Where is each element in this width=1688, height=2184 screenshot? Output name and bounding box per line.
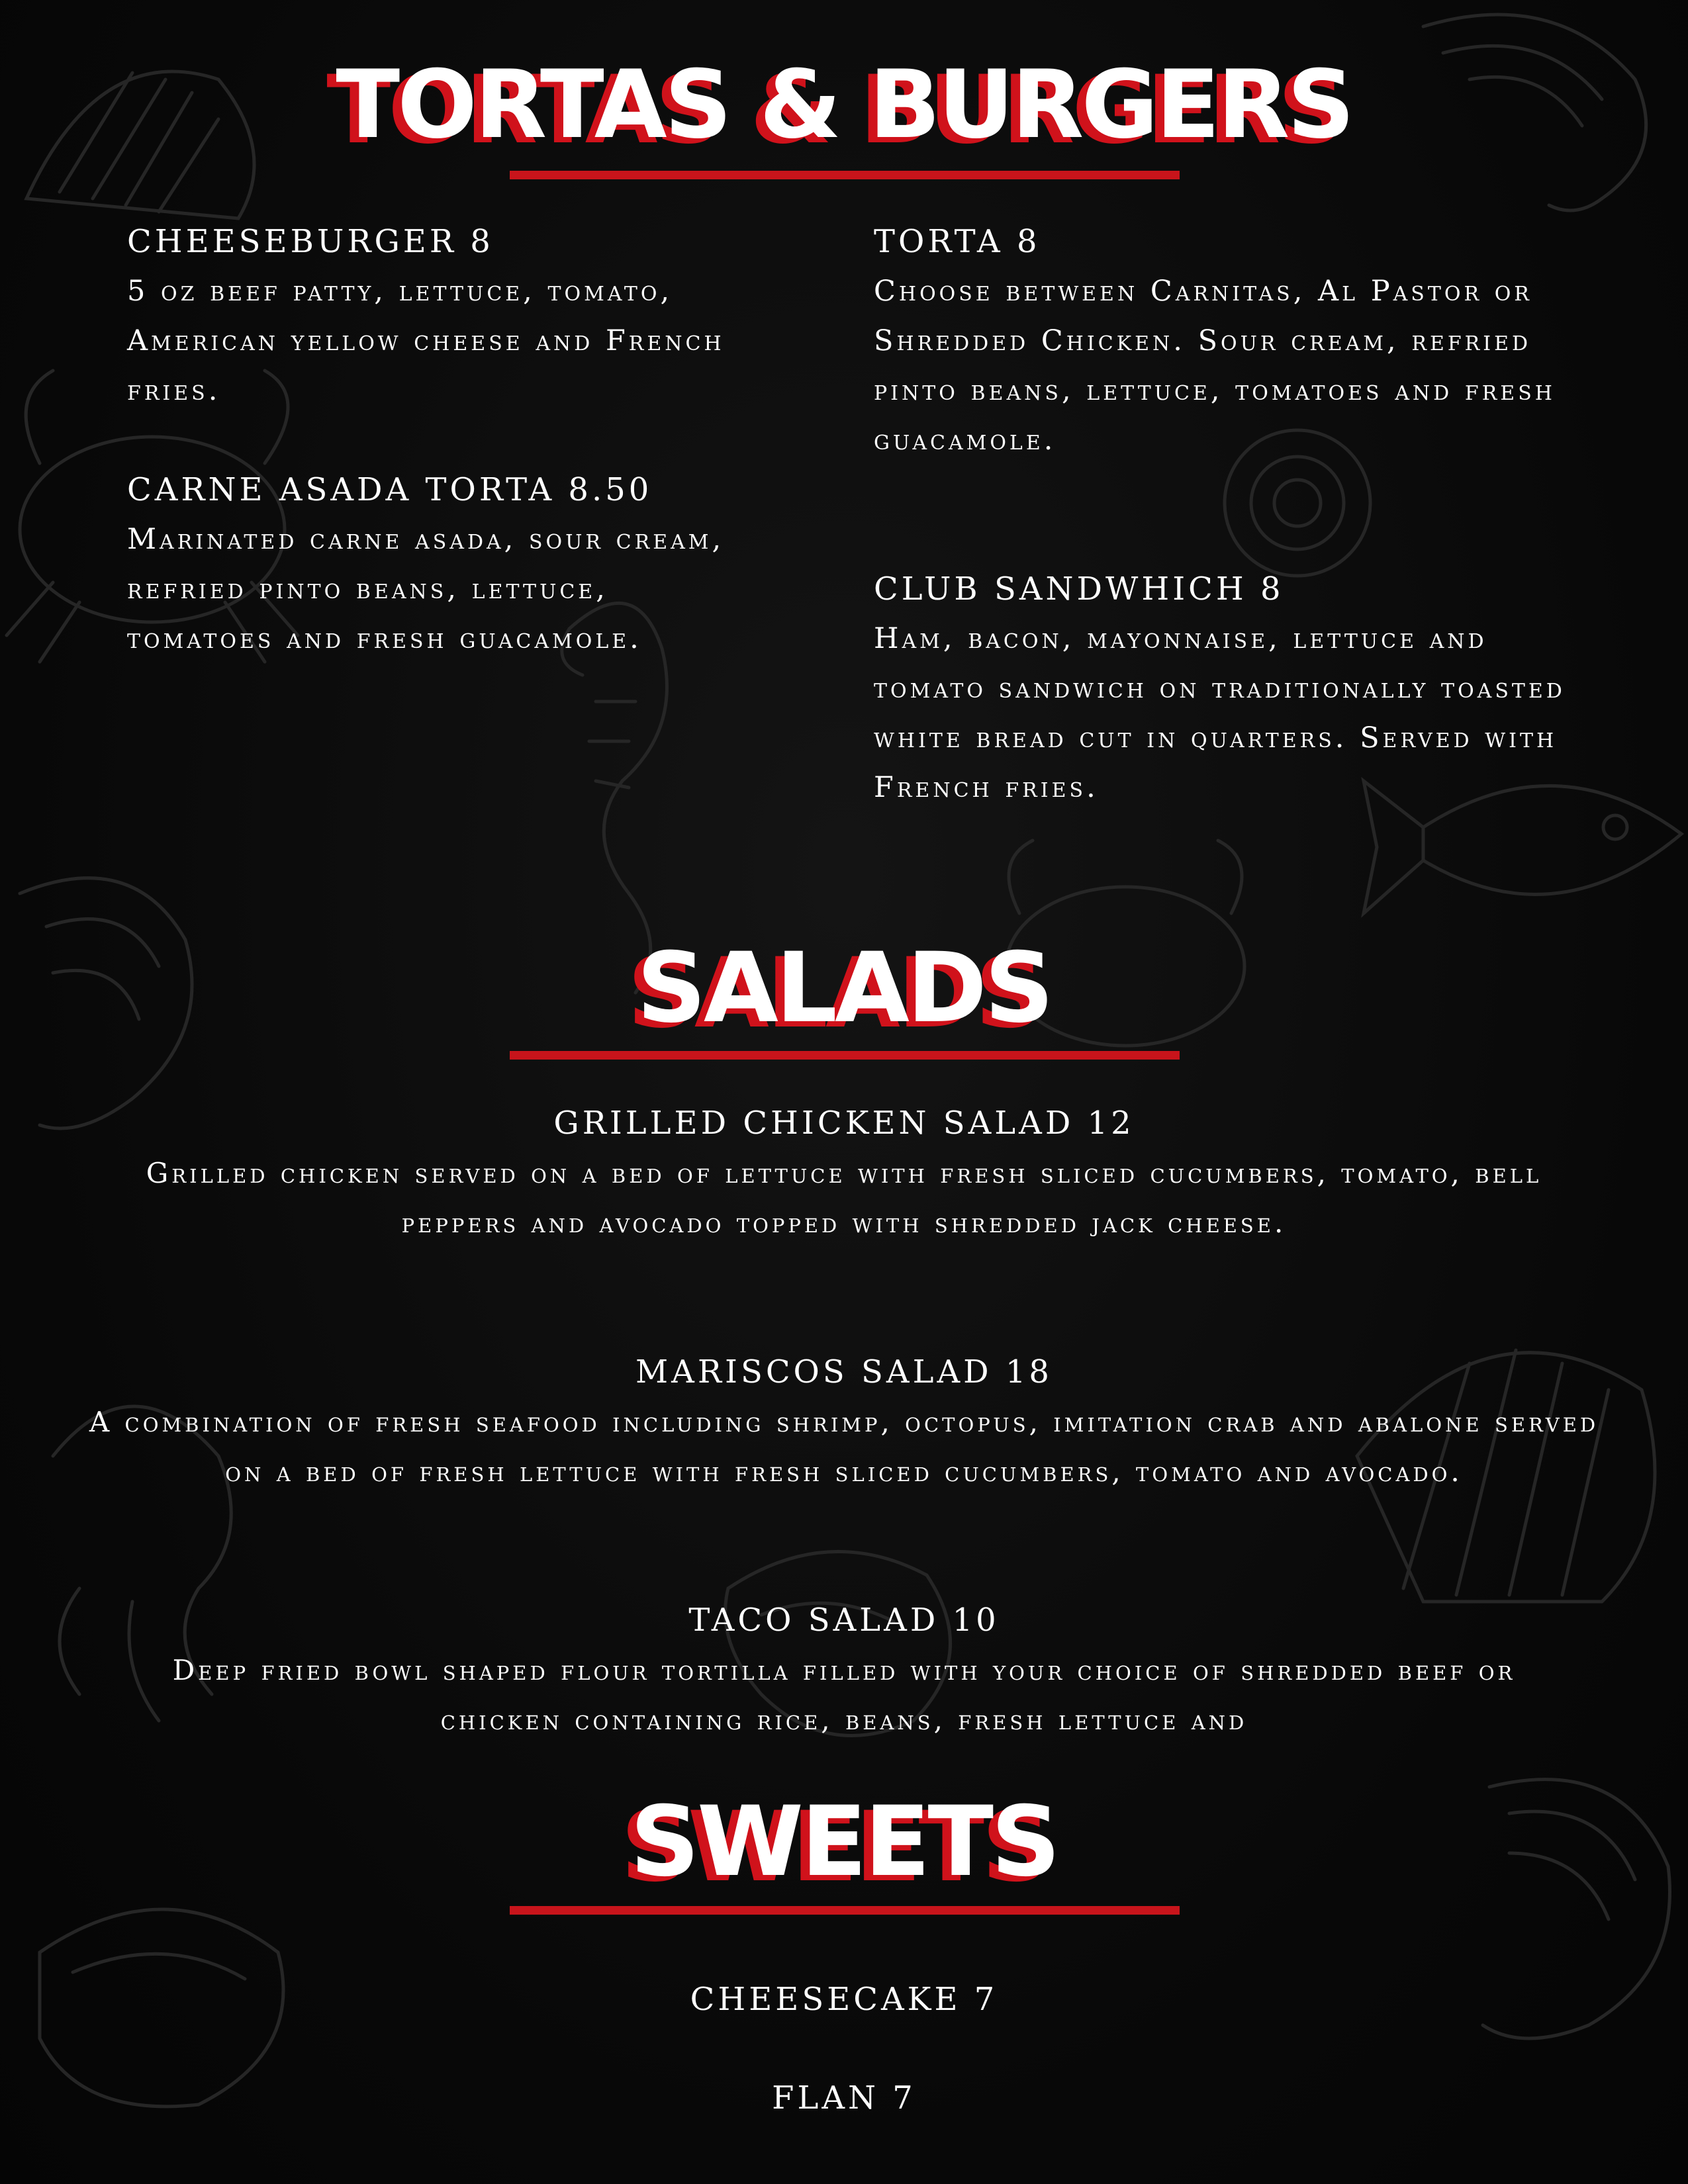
item-name: MARISCOS SALAD 18	[635, 1353, 1053, 1390]
menu-item-flan	[66, 2073, 1622, 2123]
item-name: FLAN 7	[772, 2079, 916, 2116]
menu-item-carne-asada-torta	[127, 465, 842, 664]
item-description: A combination of fresh seafood including shrimp, octopus, imitation crab and abalone served on a bed of fresh lettuce with fresh sliced cucumbers, tomato and avocado.	[89, 1406, 1599, 1488]
item-description: 5 oz beef patty, lettuce, tomato, American yellow cheese and French fries.	[127, 275, 725, 407]
section-title-tortas-burgers: TORTAS & BURGERS	[336, 50, 1352, 159]
item-name: GRILLED CHICKEN SALAD 12	[553, 1105, 1135, 1142]
item-name: CHEESEBURGER 8	[127, 223, 494, 260]
item-name: TORTA 8	[874, 223, 1041, 260]
item-description: Marinated carne asada, sour cream, refried pinto beans, lettuce, tomatoes and fresh guacamole.	[127, 523, 725, 655]
menu-item-torta	[874, 217, 1589, 465]
menu-item-taco-salad	[66, 1596, 1622, 1745]
item-name: TACO SALAD 10	[688, 1602, 1000, 1639]
item-name: CLUB SANDWHICH 8	[874, 570, 1284, 608]
item-name: CARNE ASADA TORTA 8.50	[127, 471, 653, 508]
item-description: Grilled chicken served on a bed of lettuce with fresh sliced cucumbers, tomato, bell peppers and avocado topped with shredded jack cheese.	[146, 1157, 1542, 1239]
menu-item-cheesecake	[66, 1975, 1622, 2025]
section-title-salads: SALADS	[636, 932, 1052, 1044]
menu-item-club-sandwich	[874, 565, 1589, 813]
menu-item-grilled-chicken-salad	[66, 1099, 1622, 1248]
item-name: CHEESECAKE 7	[690, 1981, 998, 2018]
item-description: Ham, bacon, mayonnaise, lettuce and tomato sandwich on traditionally toasted white bread cut in quarters. Served with French fries.	[874, 622, 1566, 804]
section-divider	[510, 171, 1180, 179]
section-divider	[510, 1051, 1180, 1060]
section-title-sweets: SWEETS	[630, 1786, 1058, 1898]
section-divider	[510, 1906, 1180, 1915]
menu-item-cheeseburger	[127, 217, 842, 416]
menu-item-mariscos-salad	[66, 1347, 1622, 1496]
item-description: Deep fried bowl shaped flour tortilla filled with your choice of shredded beef or chicken containing rice, beans, fresh lettuce and	[172, 1654, 1516, 1736]
item-description: Choose between Carnitas, Al Pastor or Shredded Chicken. Sour cream, refried pinto beans, lettuce, tomatoes and fresh guacamole.	[874, 275, 1556, 457]
